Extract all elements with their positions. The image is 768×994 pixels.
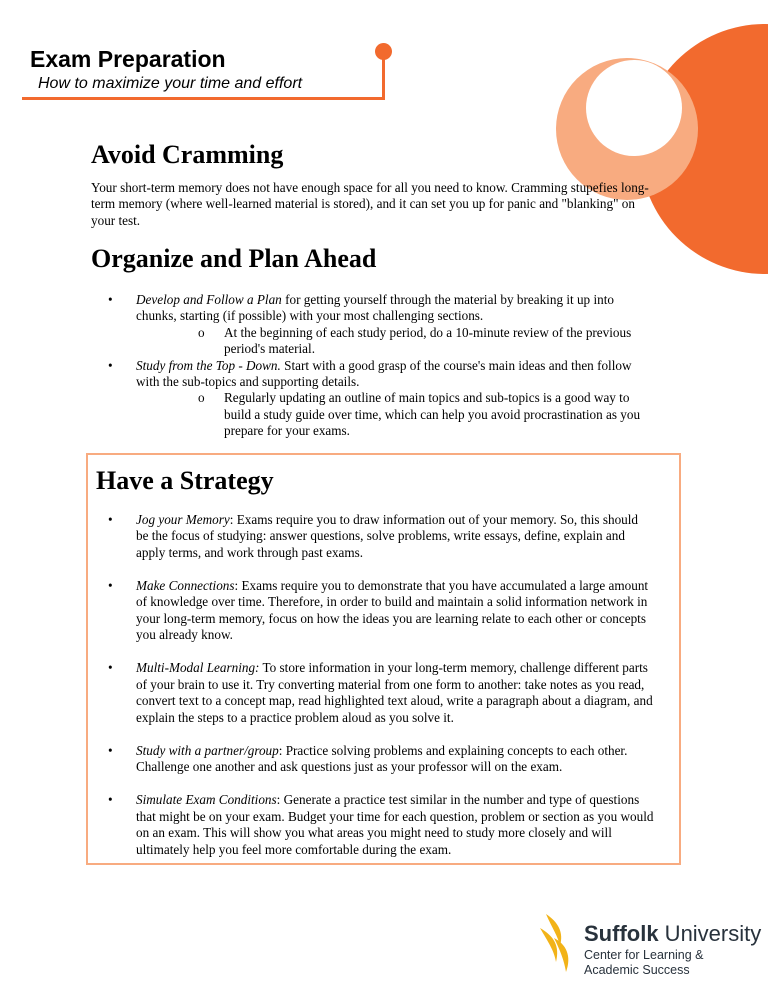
item-lead: Study with a partner/group xyxy=(136,742,279,758)
page-subtitle: How to maximize your time and effort xyxy=(38,75,303,92)
sub-item-text: period's material. xyxy=(224,341,315,357)
avoid-cramming-paragraph xyxy=(91,180,711,229)
decorative-white-circle xyxy=(586,60,682,156)
item-lead: Multi-Modal Learning: xyxy=(136,660,260,676)
header-underline xyxy=(22,97,385,100)
item-lead: Jog your Memory xyxy=(136,512,230,527)
item-text: : Practice solving problems and explaining concepts to each other. xyxy=(278,742,628,758)
sub-item xyxy=(198,390,708,439)
item-text: Start with a good grasp of the course's main ideas and then follow xyxy=(280,357,632,373)
heading-have-strategy: Have a Strategy xyxy=(96,466,274,495)
bullet-icon: • xyxy=(108,792,113,808)
item-lead: Simulate Exam Conditions xyxy=(136,792,277,808)
strategy-list xyxy=(108,512,678,875)
sub-item xyxy=(198,325,708,358)
avoid-line-2: term memory (where well-learned material is stored), and it can set you up for panic and "blanking" on xyxy=(91,196,635,212)
logo-word-bold: Suffolk xyxy=(584,921,659,946)
item-text: Challenge one another and ask questions just as your professor will on the exam. xyxy=(136,759,563,775)
item-text: you already know. xyxy=(136,627,233,643)
flame-icon xyxy=(538,912,578,976)
item-text: of knowledge over time. Therefore, in order to build and maintain a solid information network in xyxy=(136,594,648,610)
item-text: : Generate a practice test similar in the number and type of questions xyxy=(276,792,640,808)
logo-subtitle xyxy=(584,948,704,977)
item-lead: Study from the Top - Down. xyxy=(136,357,281,373)
item-text: convert text to a concept map, read highlighted text aloud, write a paragraph about a diagram, and xyxy=(136,693,653,709)
organize-list xyxy=(108,292,708,440)
bullet-icon: • xyxy=(108,742,113,758)
item-text: for getting yourself through the material by breaking it up into xyxy=(281,292,614,307)
logo-word-rest: University xyxy=(658,921,762,946)
sub-item-text: At the beginning of each study period, do a 10-minute review of the previous xyxy=(224,324,632,340)
bullet-icon: • xyxy=(108,292,113,307)
list-item xyxy=(108,578,678,644)
avoid-line-1: Your short-term memory does not have enough space for all you need to know. Cramming stupefies long- xyxy=(91,180,649,195)
item-text: : Exams require you to demonstrate that you have accumulated a large amount xyxy=(234,578,649,594)
sub-bullet-icon: o xyxy=(198,324,205,340)
item-lead: Develop and Follow a Plan xyxy=(136,292,282,307)
item-text: : Exams require you to draw information out of your memory. So, this should xyxy=(229,512,639,527)
item-lead: Make Connections xyxy=(136,578,235,594)
item-text: ultimately help you feel more comfortable during the exam. xyxy=(136,841,452,857)
list-item xyxy=(108,512,678,561)
sub-item-text: prepare for your exams. xyxy=(224,423,350,439)
logo-sub-line: Center for Learning & xyxy=(584,948,704,962)
sub-bullet-icon: o xyxy=(198,390,205,406)
sub-item-text: Regularly updating an outline of main topics and sub-topics is a good way to xyxy=(224,390,630,406)
item-text: explain the steps to a practice problem aloud as you solve it. xyxy=(136,709,454,725)
bullet-icon: • xyxy=(108,357,113,373)
item-text: be the focus of studying: answer questions, solve problems, write essays, define, explain and xyxy=(136,528,625,544)
item-text: with the sub-topics and supporting details. xyxy=(136,374,360,390)
avoid-line-3: your test. xyxy=(91,212,141,228)
logo-wordmark xyxy=(584,922,761,946)
item-text: on an exam. This will show you what areas you might need to study more closely and will xyxy=(136,825,612,841)
list-item xyxy=(108,358,708,440)
item-text: apply terms, and work through past exams. xyxy=(136,544,364,560)
list-item xyxy=(108,292,708,358)
item-text: your long-term memory, focus on how the ideas you are learning relate to each other or concepts xyxy=(136,610,646,626)
bullet-icon: • xyxy=(108,660,113,676)
heading-organize-plan: Organize and Plan Ahead xyxy=(91,244,377,273)
bullet-icon: • xyxy=(108,578,113,594)
list-item xyxy=(108,660,678,726)
page-title: Exam Preparation xyxy=(30,46,226,72)
sub-item-text: build a study guide over time, which can help you avoid procrastination as you xyxy=(224,406,641,422)
item-text: that might be on your exam. Budget your time for each question, problem or section as you would xyxy=(136,808,654,824)
header-dot xyxy=(375,43,392,60)
item-text: To store information in your long-term memory, challenge different parts xyxy=(259,660,648,676)
item-text: chunks, starting (if possible) with your most challenging sections. xyxy=(136,308,484,324)
bullet-icon: • xyxy=(108,512,113,527)
list-item xyxy=(108,743,678,776)
list-item xyxy=(108,792,678,858)
logo-sub-line: Academic Success xyxy=(584,962,690,977)
heading-avoid-cramming: Avoid Cramming xyxy=(91,140,284,169)
suffolk-logo xyxy=(538,912,762,982)
item-text: of your brain to use it. Try converting material from one form to another: take notes as you read, xyxy=(136,676,645,692)
